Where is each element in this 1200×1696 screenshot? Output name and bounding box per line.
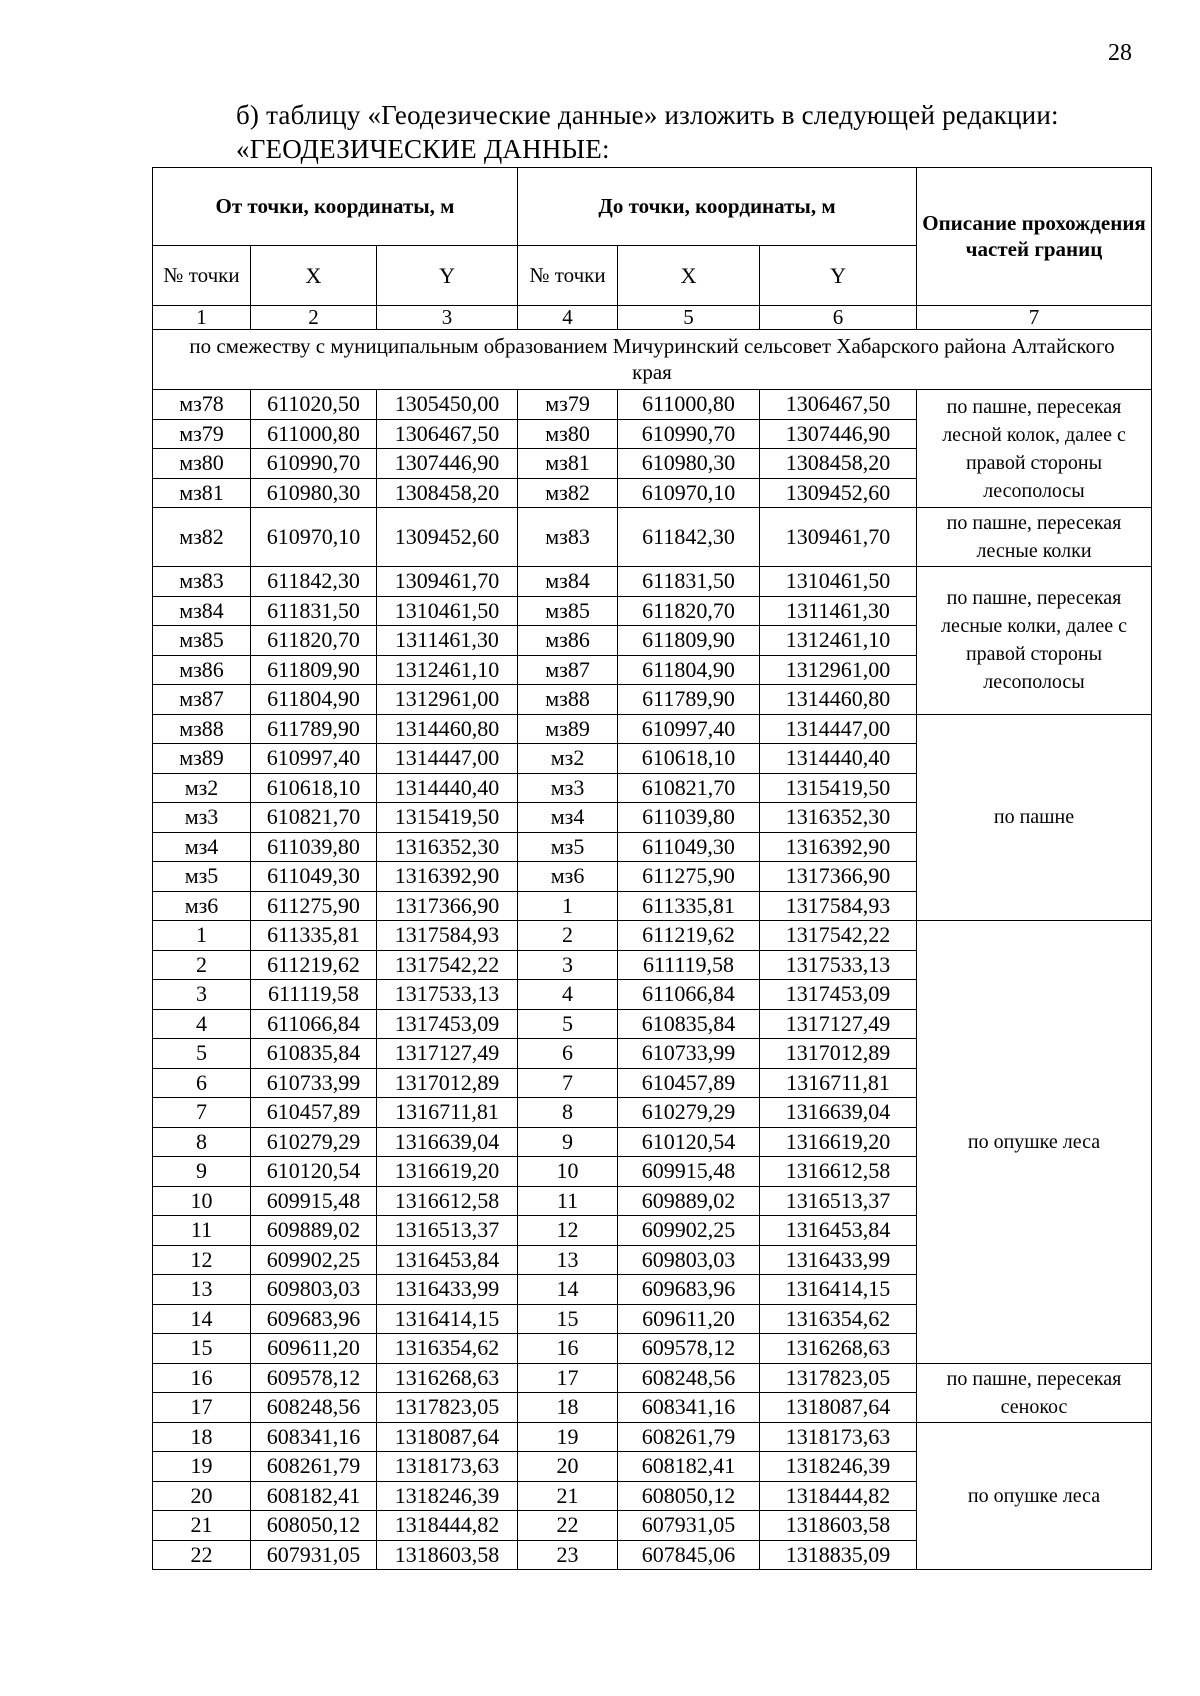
cell-from-y: 1318444,82 — [377, 1511, 518, 1541]
cell-to-x: 611335,81 — [618, 891, 760, 921]
cell-to-point-no: 19 — [518, 1422, 618, 1452]
cell-to-x: 611219,62 — [618, 921, 760, 951]
column-number: 2 — [251, 306, 377, 330]
cell-to-y: 1306467,50 — [760, 390, 917, 420]
column-number: 3 — [377, 306, 518, 330]
cell-from-point-no: 3 — [153, 980, 251, 1010]
table-row — [153, 1363, 1152, 1393]
cell-from-point-no: 14 — [153, 1304, 251, 1334]
cell-to-x: 611804,90 — [618, 655, 760, 685]
cell-from-y: 1309461,70 — [377, 567, 518, 597]
cell-to-y: 1317012,89 — [760, 1039, 917, 1069]
cell-to-x: 611842,30 — [618, 508, 760, 567]
table-row — [153, 921, 1152, 951]
cell-to-y: 1317453,09 — [760, 980, 917, 1010]
cell-to-x: 610279,29 — [618, 1098, 760, 1128]
cell-to-y: 1317542,22 — [760, 921, 917, 951]
cell-to-x: 611119,58 — [618, 950, 760, 980]
cell-from-point-no: мз84 — [153, 596, 251, 626]
cell-to-x: 609889,02 — [618, 1186, 760, 1216]
cell-from-point-no: 1 — [153, 921, 251, 951]
cell-from-y: 1316354,62 — [377, 1334, 518, 1364]
cell-to-x: 610970,10 — [618, 478, 760, 508]
cell-to-point-no: мз79 — [518, 390, 618, 420]
cell-to-y: 1318603,58 — [760, 1511, 917, 1541]
cell-to-point-no: мз3 — [518, 773, 618, 803]
cell-from-x: 610970,10 — [251, 508, 377, 567]
cell-from-x: 610980,30 — [251, 478, 377, 508]
cell-from-x: 608182,41 — [251, 1481, 377, 1511]
cell-to-y: 1316268,63 — [760, 1334, 917, 1364]
cell-from-y: 1316414,15 — [377, 1304, 518, 1334]
cell-from-y: 1310461,50 — [377, 596, 518, 626]
cell-to-y: 1316453,84 — [760, 1216, 917, 1246]
section-title: по смежеству с муниципальным образованием Мичуринский сельсовет Хабарского района Алтайского края — [153, 330, 1152, 390]
cell-to-y: 1316612,58 — [760, 1157, 917, 1187]
cell-from-x: 607931,05 — [251, 1540, 377, 1570]
cell-to-y: 1307446,90 — [760, 419, 917, 449]
cell-from-y: 1318246,39 — [377, 1481, 518, 1511]
cell-from-point-no: 7 — [153, 1098, 251, 1128]
section-row — [153, 330, 1152, 390]
header-from-y: Y — [377, 246, 518, 306]
cell-to-x: 610835,84 — [618, 1009, 760, 1039]
cell-from-y: 1314447,00 — [377, 744, 518, 774]
cell-from-x: 608341,16 — [251, 1422, 377, 1452]
cell-from-x: 610990,70 — [251, 449, 377, 479]
cell-to-x: 611809,90 — [618, 626, 760, 656]
cell-to-point-no: 1 — [518, 891, 618, 921]
cell-from-point-no: мз88 — [153, 714, 251, 744]
cell-to-point-no: мз81 — [518, 449, 618, 479]
cell-from-point-no: мз86 — [153, 655, 251, 685]
cell-from-y: 1317823,05 — [377, 1393, 518, 1423]
cell-from-point-no: 17 — [153, 1393, 251, 1423]
cell-to-x: 608261,79 — [618, 1422, 760, 1452]
cell-to-point-no: 22 — [518, 1511, 618, 1541]
cell-from-y: 1316352,30 — [377, 832, 518, 862]
cell-to-point-no: 3 — [518, 950, 618, 980]
cell-to-point-no: 18 — [518, 1393, 618, 1423]
cell-to-point-no: 11 — [518, 1186, 618, 1216]
cell-to-point-no: 17 — [518, 1363, 618, 1393]
cell-to-point-no: 16 — [518, 1334, 618, 1364]
cell-to-y: 1315419,50 — [760, 773, 917, 803]
cell-from-y: 1317453,09 — [377, 1009, 518, 1039]
cell-to-point-no: 9 — [518, 1127, 618, 1157]
boundary-description: по пашне, пересекая лесные колки — [917, 508, 1152, 567]
cell-from-x: 610835,84 — [251, 1039, 377, 1069]
cell-from-x: 610821,70 — [251, 803, 377, 833]
cell-to-point-no: 5 — [518, 1009, 618, 1039]
cell-from-y: 1317533,13 — [377, 980, 518, 1010]
cell-from-x: 611275,90 — [251, 891, 377, 921]
cell-from-point-no: 2 — [153, 950, 251, 980]
cell-to-x: 608050,12 — [618, 1481, 760, 1511]
cell-from-y: 1305450,00 — [377, 390, 518, 420]
cell-to-point-no: мз84 — [518, 567, 618, 597]
cell-from-y: 1316433,99 — [377, 1275, 518, 1305]
cell-to-y: 1316414,15 — [760, 1275, 917, 1305]
cell-from-y: 1308458,20 — [377, 478, 518, 508]
cell-from-x: 608248,56 — [251, 1393, 377, 1423]
cell-to-point-no: мз2 — [518, 744, 618, 774]
cell-to-y: 1317366,90 — [760, 862, 917, 892]
cell-from-x: 611039,80 — [251, 832, 377, 862]
cell-to-point-no: 7 — [518, 1068, 618, 1098]
cell-to-point-no: 15 — [518, 1304, 618, 1334]
column-number: 6 — [760, 306, 917, 330]
boundary-description: по пашне, пересекая сенокос — [917, 1363, 1152, 1422]
cell-from-y: 1316453,84 — [377, 1245, 518, 1275]
cell-from-point-no: мз83 — [153, 567, 251, 597]
cell-to-x: 609915,48 — [618, 1157, 760, 1187]
table-body — [153, 168, 1152, 1570]
header-to-point: До точки, координаты, м — [518, 168, 917, 246]
cell-from-x: 611066,84 — [251, 1009, 377, 1039]
column-number: 4 — [518, 306, 618, 330]
cell-to-x: 611820,70 — [618, 596, 760, 626]
cell-from-x: 611000,80 — [251, 419, 377, 449]
cell-to-x: 608182,41 — [618, 1452, 760, 1482]
cell-to-x: 611789,90 — [618, 685, 760, 715]
cell-to-x: 610457,89 — [618, 1068, 760, 1098]
cell-to-y: 1310461,50 — [760, 567, 917, 597]
cell-to-y: 1314440,40 — [760, 744, 917, 774]
cell-to-x: 611066,84 — [618, 980, 760, 1010]
cell-to-y: 1314447,00 — [760, 714, 917, 744]
cell-to-point-no: мз83 — [518, 508, 618, 567]
cell-to-x: 611039,80 — [618, 803, 760, 833]
cell-to-point-no: 8 — [518, 1098, 618, 1128]
cell-from-x: 611842,30 — [251, 567, 377, 597]
cell-to-y: 1317533,13 — [760, 950, 917, 980]
page-number: 28 — [1108, 40, 1132, 66]
cell-from-point-no: 8 — [153, 1127, 251, 1157]
cell-from-y: 1316612,58 — [377, 1186, 518, 1216]
cell-from-point-no: мз4 — [153, 832, 251, 862]
cell-to-x: 607845,06 — [618, 1540, 760, 1570]
cell-from-x: 611804,90 — [251, 685, 377, 715]
cell-from-x: 610733,99 — [251, 1068, 377, 1098]
cell-from-point-no: 16 — [153, 1363, 251, 1393]
cell-to-x: 610990,70 — [618, 419, 760, 449]
cell-to-y: 1318835,09 — [760, 1540, 917, 1570]
cell-to-x: 607931,05 — [618, 1511, 760, 1541]
cell-from-y: 1314440,40 — [377, 773, 518, 803]
cell-from-point-no: 22 — [153, 1540, 251, 1570]
cell-from-point-no: 20 — [153, 1481, 251, 1511]
cell-to-x: 610980,30 — [618, 449, 760, 479]
geodetic-data-table — [152, 167, 1152, 1570]
cell-to-y: 1317127,49 — [760, 1009, 917, 1039]
cell-from-y: 1309452,60 — [377, 508, 518, 567]
cell-to-point-no: мз86 — [518, 626, 618, 656]
boundary-description: по пашне, пересекая лесной колок, далее с правой стороны лесополосы — [917, 390, 1152, 508]
cell-to-y: 1317584,93 — [760, 891, 917, 921]
boundary-description: по опушке леса — [917, 921, 1152, 1364]
cell-from-x: 611119,58 — [251, 980, 377, 1010]
cell-from-y: 1307446,90 — [377, 449, 518, 479]
cell-from-point-no: мз85 — [153, 626, 251, 656]
cell-from-x: 609889,02 — [251, 1216, 377, 1246]
cell-from-point-no: мз89 — [153, 744, 251, 774]
cell-to-x: 609683,96 — [618, 1275, 760, 1305]
header-to-x: X — [618, 246, 760, 306]
cell-from-x: 609578,12 — [251, 1363, 377, 1393]
cell-from-point-no: 9 — [153, 1157, 251, 1187]
cell-from-y: 1316619,20 — [377, 1157, 518, 1187]
cell-from-point-no: 13 — [153, 1275, 251, 1305]
header-from-point: От точки, координаты, м — [153, 168, 518, 246]
cell-to-y: 1318444,82 — [760, 1481, 917, 1511]
cell-to-point-no: мз88 — [518, 685, 618, 715]
cell-from-y: 1316639,04 — [377, 1127, 518, 1157]
cell-from-x: 609611,20 — [251, 1334, 377, 1364]
cell-to-point-no: мз6 — [518, 862, 618, 892]
boundary-description: по пашне, пересекая лесные колки, далее с правой стороны лесополосы — [917, 567, 1152, 715]
cell-from-y: 1317012,89 — [377, 1068, 518, 1098]
cell-from-point-no: мз81 — [153, 478, 251, 508]
cell-from-x: 610618,10 — [251, 773, 377, 803]
cell-from-point-no: мз6 — [153, 891, 251, 921]
cell-to-point-no: 10 — [518, 1157, 618, 1187]
header-description: Описание прохождения частей границ — [917, 168, 1152, 306]
cell-from-point-no: 12 — [153, 1245, 251, 1275]
header-to-y: Y — [760, 246, 917, 306]
cell-from-x: 611789,90 — [251, 714, 377, 744]
cell-from-point-no: мз3 — [153, 803, 251, 833]
cell-to-point-no: мз85 — [518, 596, 618, 626]
cell-from-y: 1316268,63 — [377, 1363, 518, 1393]
cell-from-x: 608050,12 — [251, 1511, 377, 1541]
cell-from-point-no: 15 — [153, 1334, 251, 1364]
cell-from-x: 611820,70 — [251, 626, 377, 656]
cell-from-point-no: мз87 — [153, 685, 251, 715]
cell-from-x: 610120,54 — [251, 1157, 377, 1187]
cell-from-y: 1316711,81 — [377, 1098, 518, 1128]
cell-to-x: 610821,70 — [618, 773, 760, 803]
cell-from-y: 1318173,63 — [377, 1452, 518, 1482]
table-row — [153, 1422, 1152, 1452]
cell-from-x: 611335,81 — [251, 921, 377, 951]
cell-to-x: 610120,54 — [618, 1127, 760, 1157]
cell-from-x: 610457,89 — [251, 1098, 377, 1128]
cell-to-y: 1318087,64 — [760, 1393, 917, 1423]
cell-from-x: 609915,48 — [251, 1186, 377, 1216]
cell-from-x: 611049,30 — [251, 862, 377, 892]
cell-to-point-no: 6 — [518, 1039, 618, 1069]
table-row — [153, 567, 1152, 597]
cell-from-y: 1314460,80 — [377, 714, 518, 744]
cell-from-y: 1312461,10 — [377, 655, 518, 685]
cell-to-x: 609902,25 — [618, 1216, 760, 1246]
cell-from-point-no: 4 — [153, 1009, 251, 1039]
cell-from-point-no: 19 — [153, 1452, 251, 1482]
cell-to-y: 1316352,30 — [760, 803, 917, 833]
cell-to-y: 1316711,81 — [760, 1068, 917, 1098]
cell-from-point-no: мз2 — [153, 773, 251, 803]
cell-to-x: 610733,99 — [618, 1039, 760, 1069]
cell-to-point-no: мз82 — [518, 478, 618, 508]
cell-to-y: 1316354,62 — [760, 1304, 917, 1334]
table-row — [153, 714, 1152, 744]
cell-to-point-no: 2 — [518, 921, 618, 951]
header-from-x: X — [251, 246, 377, 306]
cell-from-y: 1317542,22 — [377, 950, 518, 980]
cell-to-y: 1312961,00 — [760, 655, 917, 685]
cell-from-y: 1317366,90 — [377, 891, 518, 921]
cell-to-point-no: 13 — [518, 1245, 618, 1275]
column-number: 5 — [618, 306, 760, 330]
cell-from-x: 610997,40 — [251, 744, 377, 774]
cell-from-y: 1318603,58 — [377, 1540, 518, 1570]
cell-to-y: 1311461,30 — [760, 596, 917, 626]
table-row — [153, 390, 1152, 420]
cell-from-x: 610279,29 — [251, 1127, 377, 1157]
cell-from-point-no: мз82 — [153, 508, 251, 567]
cell-to-point-no: 14 — [518, 1275, 618, 1305]
cell-to-x: 608248,56 — [618, 1363, 760, 1393]
cell-to-point-no: мз4 — [518, 803, 618, 833]
cell-from-y: 1316513,37 — [377, 1216, 518, 1246]
cell-from-x: 609683,96 — [251, 1304, 377, 1334]
cell-to-y: 1316639,04 — [760, 1098, 917, 1128]
column-number: 1 — [153, 306, 251, 330]
cell-to-point-no: мз87 — [518, 655, 618, 685]
cell-to-y: 1314460,80 — [760, 685, 917, 715]
amendment-intro: б) таблицу «Геодезические данные» изложить в следующей редакции: — [236, 100, 1059, 130]
cell-from-y: 1316392,90 — [377, 862, 518, 892]
cell-from-point-no: 5 — [153, 1039, 251, 1069]
cell-from-point-no: мз80 — [153, 449, 251, 479]
table-row — [153, 508, 1152, 567]
cell-to-y: 1309461,70 — [760, 508, 917, 567]
cell-from-y: 1318087,64 — [377, 1422, 518, 1452]
cell-from-point-no: 10 — [153, 1186, 251, 1216]
header-to-point-no: № точки — [518, 246, 618, 306]
cell-to-y: 1318173,63 — [760, 1422, 917, 1452]
cell-to-x: 610997,40 — [618, 714, 760, 744]
cell-to-x: 611275,90 — [618, 862, 760, 892]
cell-to-point-no: мз80 — [518, 419, 618, 449]
cell-from-x: 609902,25 — [251, 1245, 377, 1275]
cell-from-y: 1317584,93 — [377, 921, 518, 951]
cell-to-y: 1316619,20 — [760, 1127, 917, 1157]
cell-to-point-no: 21 — [518, 1481, 618, 1511]
cell-to-point-no: мз89 — [518, 714, 618, 744]
cell-to-point-no: 23 — [518, 1540, 618, 1570]
cell-from-y: 1311461,30 — [377, 626, 518, 656]
cell-from-point-no: мз79 — [153, 419, 251, 449]
cell-to-y: 1309452,60 — [760, 478, 917, 508]
cell-to-x: 611831,50 — [618, 567, 760, 597]
cell-from-x: 611809,90 — [251, 655, 377, 685]
cell-to-x: 611000,80 — [618, 390, 760, 420]
cell-to-x: 610618,10 — [618, 744, 760, 774]
header-from-point-no: № точки — [153, 246, 251, 306]
cell-to-y: 1316433,99 — [760, 1245, 917, 1275]
column-number: 7 — [917, 306, 1152, 330]
boundary-description: по пашне — [917, 714, 1152, 921]
table-title: «ГЕОДЕЗИЧЕСКИЕ ДАННЫЕ: — [236, 134, 610, 164]
cell-to-y: 1317823,05 — [760, 1363, 917, 1393]
cell-from-x: 611219,62 — [251, 950, 377, 980]
cell-to-x: 608341,16 — [618, 1393, 760, 1423]
cell-from-y: 1312961,00 — [377, 685, 518, 715]
cell-to-x: 609803,03 — [618, 1245, 760, 1275]
cell-from-point-no: 11 — [153, 1216, 251, 1246]
cell-to-y: 1308458,20 — [760, 449, 917, 479]
cell-from-point-no: 21 — [153, 1511, 251, 1541]
cell-to-x: 609611,20 — [618, 1304, 760, 1334]
column-number-row — [153, 306, 1152, 330]
cell-to-y: 1318246,39 — [760, 1452, 917, 1482]
cell-to-y: 1316513,37 — [760, 1186, 917, 1216]
cell-to-point-no: 4 — [518, 980, 618, 1010]
cell-from-y: 1315419,50 — [377, 803, 518, 833]
cell-to-y: 1316392,90 — [760, 832, 917, 862]
cell-to-point-no: мз5 — [518, 832, 618, 862]
cell-to-y: 1312461,10 — [760, 626, 917, 656]
cell-from-point-no: 6 — [153, 1068, 251, 1098]
cell-from-x: 608261,79 — [251, 1452, 377, 1482]
cell-from-y: 1306467,50 — [377, 419, 518, 449]
cell-from-x: 609803,03 — [251, 1275, 377, 1305]
header-row-1 — [153, 168, 1152, 246]
cell-from-point-no: мз78 — [153, 390, 251, 420]
boundary-description: по опушке леса — [917, 1422, 1152, 1570]
cell-from-point-no: мз5 — [153, 862, 251, 892]
cell-from-x: 611020,50 — [251, 390, 377, 420]
cell-to-point-no: 20 — [518, 1452, 618, 1482]
cell-from-point-no: 18 — [153, 1422, 251, 1452]
cell-from-y: 1317127,49 — [377, 1039, 518, 1069]
cell-from-x: 611831,50 — [251, 596, 377, 626]
cell-to-x: 611049,30 — [618, 832, 760, 862]
cell-to-x: 609578,12 — [618, 1334, 760, 1364]
cell-to-point-no: 12 — [518, 1216, 618, 1246]
